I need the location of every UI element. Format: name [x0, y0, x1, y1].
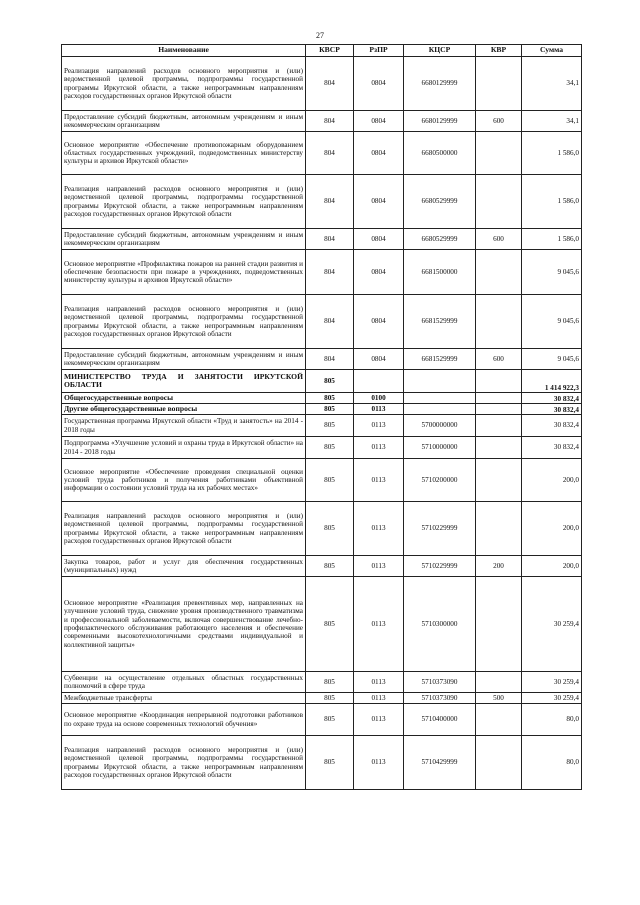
cell-kvr	[476, 672, 522, 693]
cell-kcsr: 6680129999	[404, 57, 476, 111]
cell-kvr	[476, 295, 522, 349]
cell-rzpr: 0804	[354, 57, 404, 111]
cell-kvsr: 805	[306, 393, 354, 404]
cell-name: Предоставление субсидий бюджетным, автономным учреждениям и иным некоммерческим организациям	[62, 229, 306, 250]
header-kvsr: КВСР	[306, 45, 354, 57]
cell-sum: 80,0	[522, 736, 582, 790]
cell-kvsr: 805	[306, 693, 354, 704]
cell-kvr: 200	[476, 556, 522, 577]
header-sum: Сумма	[522, 45, 582, 57]
cell-name: Государственная программа Иркутской области «Труд и занятость» на 2014 - 2018 годы	[62, 415, 306, 437]
cell-name: Основное мероприятие «Профилактика пожаров на ранней стадии развития и обеспечение безопасности при пожаре в учреждениях, подведомственных министерству культуры и архивов Иркутской области»	[62, 250, 306, 295]
cell-sum: 200,0	[522, 459, 582, 502]
cell-rzpr: 0113	[354, 415, 404, 437]
cell-sum: 30 259,4	[522, 672, 582, 693]
cell-kcsr: 5710000000	[404, 437, 476, 459]
cell-sum: 34,1	[522, 57, 582, 111]
cell-sum: 30 259,4	[522, 577, 582, 672]
cell-rzpr: 0113	[354, 437, 404, 459]
cell-kcsr: 5710229999	[404, 556, 476, 577]
cell-rzpr: 0100	[354, 393, 404, 404]
cell-kcsr: 5710429999	[404, 736, 476, 790]
table-header-row	[62, 45, 582, 57]
cell-rzpr: 0113	[354, 736, 404, 790]
cell-kvsr: 805	[306, 459, 354, 502]
table-row	[62, 693, 582, 704]
table-body	[62, 57, 582, 790]
cell-kvsr: 804	[306, 175, 354, 229]
cell-kvr	[476, 404, 522, 415]
cell-sum: 9 045,6	[522, 349, 582, 370]
cell-kvr	[476, 736, 522, 790]
cell-sum: 30 832,4	[522, 393, 582, 404]
cell-kvsr: 805	[306, 370, 354, 393]
cell-name: Реализация направлений расходов основного мероприятия и (или) ведомственной целевой программы, подпрограммы государственной программы Иркутской области, а также непрограммным направлениям расходов государственных органов Иркутской области	[62, 736, 306, 790]
cell-kvsr: 804	[306, 132, 354, 175]
table-row	[62, 502, 582, 556]
cell-name: Основное мероприятие «Реализация превентивных мер, направленных на улучшение условий труда, снижение уровня производственного травматизма и профессиональной заболеваемости, включая совершенствование лечебно-профилактического обслуживания работающего населения и обеспечение современными высокотехнологичными средствами индивидуальной и коллективной защиты»	[62, 577, 306, 672]
cell-kcsr: 5710373090	[404, 693, 476, 704]
cell-kcsr: 5710300000	[404, 577, 476, 672]
cell-name: Закупка товаров, работ и услуг для обеспечения государственных (муниципальных) нужд	[62, 556, 306, 577]
cell-rzpr: 0113	[354, 577, 404, 672]
table-row	[62, 704, 582, 736]
cell-name: Основное мероприятие «Координация непрерывной подготовки работников по охране труда на основе современных технологий обучения»	[62, 704, 306, 736]
cell-name: Субвенции на осуществление отдельных областных государственных полномочий в сфере труда	[62, 672, 306, 693]
cell-sum: 34,1	[522, 111, 582, 132]
cell-kcsr: 6681500000	[404, 250, 476, 295]
cell-kvr	[476, 175, 522, 229]
cell-sum: 1 586,0	[522, 132, 582, 175]
cell-kvsr: 805	[306, 736, 354, 790]
cell-rzpr: 0804	[354, 175, 404, 229]
cell-kvr	[476, 370, 522, 393]
cell-kvsr: 805	[306, 556, 354, 577]
cell-kvr	[476, 415, 522, 437]
cell-name: Общегосударственные вопросы	[62, 393, 306, 404]
cell-name: Предоставление субсидий бюджетным, автономным учреждениям и иным некоммерческим организациям	[62, 111, 306, 132]
table-row	[62, 349, 582, 370]
cell-rzpr: 0113	[354, 693, 404, 704]
cell-rzpr: 0113	[354, 404, 404, 415]
cell-rzpr: 0804	[354, 295, 404, 349]
table-row	[62, 295, 582, 349]
cell-kcsr: 5710400000	[404, 704, 476, 736]
cell-kvr	[476, 704, 522, 736]
budget-table	[61, 44, 582, 790]
cell-name: Реализация направлений расходов основного мероприятия и (или) ведомственной целевой программы, подпрограммы государственной программы Иркутской области, а также непрограммным направлениям расходов государственных органов Иркутской области	[62, 175, 306, 229]
cell-kvr: 600	[476, 229, 522, 250]
cell-kcsr: 5710229999	[404, 502, 476, 556]
cell-kvsr: 805	[306, 437, 354, 459]
cell-sum: 1 414 922,3	[522, 370, 582, 393]
header-rzpr: РзПР	[354, 45, 404, 57]
cell-rzpr: 0804	[354, 250, 404, 295]
header-kcsr: КЦСР	[404, 45, 476, 57]
cell-kvr: 500	[476, 693, 522, 704]
cell-kvsr: 805	[306, 704, 354, 736]
cell-name: МИНИСТЕРСТВО ТРУДА И ЗАНЯТОСТИ ИРКУТСКОЙ ОБЛАСТИ	[62, 370, 306, 393]
cell-kcsr: 6681529999	[404, 349, 476, 370]
cell-rzpr: 0113	[354, 556, 404, 577]
cell-kvr	[476, 459, 522, 502]
cell-sum: 30 832,4	[522, 437, 582, 459]
cell-sum: 200,0	[522, 556, 582, 577]
cell-sum: 9 045,6	[522, 250, 582, 295]
page-number: 27	[316, 31, 324, 40]
cell-kvsr: 804	[306, 295, 354, 349]
cell-kvr: 600	[476, 349, 522, 370]
cell-kvsr: 804	[306, 57, 354, 111]
cell-kvsr: 805	[306, 577, 354, 672]
cell-name: Реализация направлений расходов основного мероприятия и (или) ведомственной целевой программы, подпрограммы государственной программы Иркутской области, а также непрограммным направлениям расходов государственных органов Иркутской области	[62, 295, 306, 349]
header-kvr: КВР	[476, 45, 522, 57]
cell-name: Подпрограмма «Улучшение условий и охраны труда в Иркутской области» на 2014 - 2018 годы	[62, 437, 306, 459]
cell-sum: 80,0	[522, 704, 582, 736]
cell-kcsr: 6680529999	[404, 175, 476, 229]
cell-rzpr: 0804	[354, 111, 404, 132]
cell-kvr	[476, 577, 522, 672]
table-row	[62, 437, 582, 459]
cell-rzpr: 0113	[354, 459, 404, 502]
table-row	[62, 175, 582, 229]
cell-rzpr	[354, 370, 404, 393]
table-row	[62, 404, 582, 415]
cell-kvsr: 805	[306, 502, 354, 556]
table-row	[62, 370, 582, 393]
table-row	[62, 57, 582, 111]
table-row	[62, 556, 582, 577]
table-row	[62, 459, 582, 502]
table-row	[62, 415, 582, 437]
cell-kcsr: 5700000000	[404, 415, 476, 437]
cell-kvr: 600	[476, 111, 522, 132]
table-row	[62, 229, 582, 250]
cell-rzpr: 0804	[354, 132, 404, 175]
cell-sum: 1 586,0	[522, 229, 582, 250]
cell-kvsr: 804	[306, 229, 354, 250]
cell-kcsr	[404, 370, 476, 393]
cell-name: Реализация направлений расходов основного мероприятия и (или) ведомственной целевой программы, подпрограммы государственной программы Иркутской области, а также непрограммным направлениям расходов государственных органов Иркутской области	[62, 57, 306, 111]
cell-kcsr	[404, 404, 476, 415]
cell-kvr	[476, 132, 522, 175]
cell-kcsr	[404, 393, 476, 404]
table-row	[62, 132, 582, 175]
table-row	[62, 577, 582, 672]
cell-kvsr: 805	[306, 672, 354, 693]
cell-kcsr: 6681529999	[404, 295, 476, 349]
cell-sum: 1 586,0	[522, 175, 582, 229]
cell-kcsr: 6680129999	[404, 111, 476, 132]
cell-rzpr: 0804	[354, 229, 404, 250]
cell-name: Основное мероприятие «Обеспечение проведения специальной оценки условий труда работников и получения работниками объективной информации о состоянии условий труда на их рабочих местах»	[62, 459, 306, 502]
table-row	[62, 111, 582, 132]
cell-name: Основное мероприятие «Обеспечение противопожарным оборудованием областных государственных учреждений, подведомственных министерству культуры и архивов Иркутской области»	[62, 132, 306, 175]
cell-sum: 9 045,6	[522, 295, 582, 349]
cell-kvr	[476, 437, 522, 459]
table-row	[62, 250, 582, 295]
cell-kcsr: 6680500000	[404, 132, 476, 175]
cell-name: Реализация направлений расходов основного мероприятия и (или) ведомственной целевой программы, подпрограммы государственной программы Иркутской области, а также непрограммным направлениям расходов государственных органов Иркутской области	[62, 502, 306, 556]
cell-rzpr: 0113	[354, 672, 404, 693]
cell-kvr	[476, 250, 522, 295]
cell-rzpr: 0804	[354, 349, 404, 370]
cell-sum: 30 832,4	[522, 415, 582, 437]
cell-rzpr: 0113	[354, 704, 404, 736]
cell-kvsr: 804	[306, 349, 354, 370]
cell-kcsr: 5710373090	[404, 672, 476, 693]
cell-rzpr: 0113	[354, 502, 404, 556]
cell-name: Другие общегосударственные вопросы	[62, 404, 306, 415]
cell-kvsr: 804	[306, 111, 354, 132]
cell-sum: 30 832,4	[522, 404, 582, 415]
cell-kvsr: 805	[306, 415, 354, 437]
cell-kvr	[476, 57, 522, 111]
cell-kvsr: 804	[306, 250, 354, 295]
cell-kvr	[476, 393, 522, 404]
cell-kcsr: 5710200000	[404, 459, 476, 502]
table-row	[62, 393, 582, 404]
table-row	[62, 672, 582, 693]
cell-name: Предоставление субсидий бюджетным, автономным учреждениям и иным некоммерческим организациям	[62, 349, 306, 370]
table-row	[62, 736, 582, 790]
cell-sum: 30 259,4	[522, 693, 582, 704]
cell-kvsr: 805	[306, 404, 354, 415]
header-name: Наименование	[62, 45, 306, 57]
cell-kcsr: 6680529999	[404, 229, 476, 250]
cell-kvr	[476, 502, 522, 556]
cell-name: Межбюджетные трансферты	[62, 693, 306, 704]
cell-sum: 200,0	[522, 502, 582, 556]
